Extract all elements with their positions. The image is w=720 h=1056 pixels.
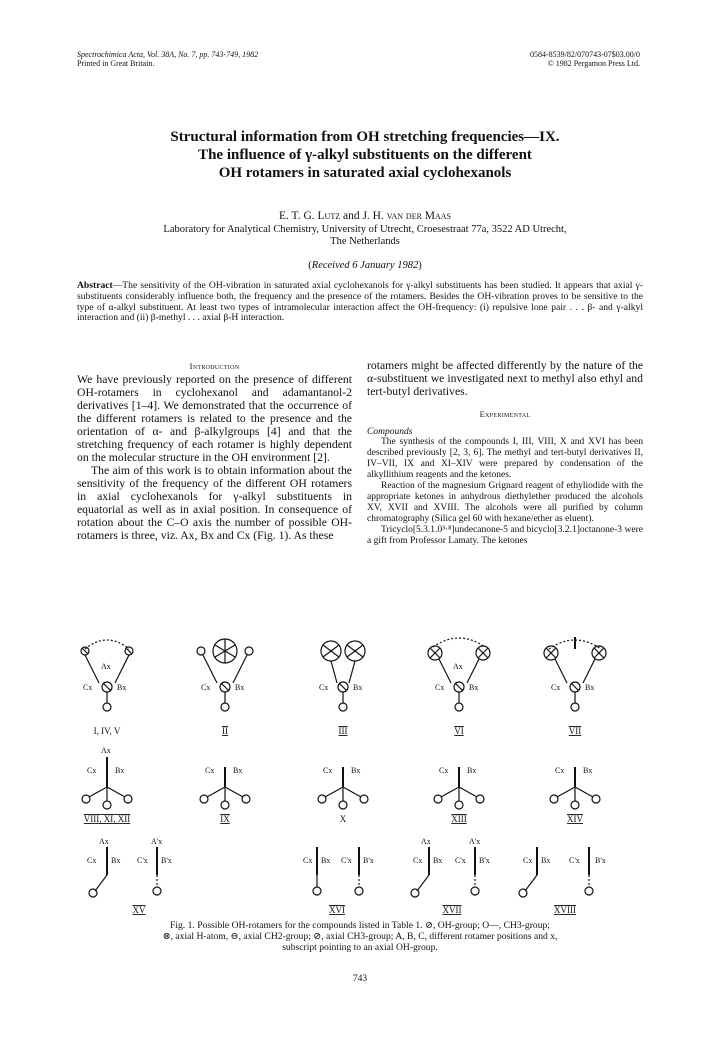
newman-projection-5 — [544, 637, 606, 711]
introduction-heading: Introduction — [189, 361, 240, 371]
received-label: Received — [311, 260, 350, 271]
label-cx-3: Cx — [319, 683, 329, 692]
introduction-paragraph-3: rotamers might be affected differently by the nature of the α-substituent we investigated next to methyl also ethyl and tert-butyl derivatives. — [367, 359, 643, 398]
authors — [100, 210, 630, 222]
row-3-rotamer-labels — [87, 837, 606, 865]
label-cx-xviii: Cx — [523, 856, 533, 865]
row-2-rotamer-labels — [87, 746, 592, 775]
label-ax-prime-xv: A'x — [151, 837, 163, 846]
newman-projection-3 — [321, 641, 365, 711]
author-2-surname: van der Maas — [386, 210, 452, 222]
label-ax-1: Ax — [101, 662, 111, 671]
label-cx-r2-5: Cx — [555, 766, 565, 775]
label-cx-xvi: Cx — [303, 856, 313, 865]
authors-and: and — [342, 210, 360, 222]
row-3-compound-labels — [133, 905, 577, 915]
caption-line-2: ⊗, axial H-atom, ⊖, axial CH2-group; ⊘, axial CH3-group; A, B, C, different rotamer positions and x, — [162, 931, 558, 942]
experimental-paragraph-1: The synthesis of the compounds I, III, VIII, X and XVI has been described previously [2, 3, 6]. The methyl and tert-butyl derivatives II, IV–VII, IX and XI–XIV were prepared by condensation of the alkyllithium reagents and the ketones. — [367, 437, 643, 480]
label-cx-r2-1: Cx — [87, 766, 97, 775]
label-bx-r2-3: Bx — [351, 766, 361, 775]
compound-label-xvi: XVI — [329, 905, 345, 915]
paired-structure-xvii — [411, 847, 479, 897]
label-cx-2: Cx — [201, 683, 211, 692]
compound-label-row2-4: XIII — [451, 814, 467, 824]
label-cx-r2-2: Cx — [205, 766, 215, 775]
affiliation-line-1: Laboratory for Analytical Chemistry, University of Utrecht, Croesestraat 77a, 3522 AD Utrecht, — [163, 224, 567, 235]
received-value: 6 January 1982 — [352, 260, 419, 271]
label-bx-xvii: Bx — [433, 856, 443, 865]
label-cx-1: Cx — [83, 683, 93, 692]
label-ax-xv: Ax — [99, 837, 109, 846]
compound-label-xviii: XVIII — [554, 905, 576, 915]
compound-label-row1-5: VII — [568, 726, 582, 736]
introduction-section — [77, 361, 352, 542]
right-column — [367, 359, 643, 547]
label-bx-r2-4: Bx — [467, 766, 477, 775]
code-line: 0584-8539/82/070743-07$03.00/0 — [530, 50, 640, 59]
newman-projection-1 — [81, 640, 133, 711]
label-cx-r2-3: Cx — [323, 766, 333, 775]
label-cx-4: Cx — [435, 683, 445, 692]
compound-label-row2-2: IX — [220, 814, 230, 824]
label-ax-4: Ax — [453, 662, 463, 671]
copyright-line: © 1982 Pergamon Press Ltd. — [547, 59, 640, 68]
label-bx-4: Bx — [469, 683, 479, 692]
introduction-paragraph-1: We have previously reported on the presence of different OH-rotamers in cyclohexanol and adamantanol-2 derivatives [1–4]. We demonstrated that the occurrence of the different rotamers is related to the presence and the orientation of α- and β-alkylgroups [4] and that the stretching frequency of each rotamer is highly dependent on the molecular structure in the OH environment [2]. — [77, 373, 352, 464]
figure-row-2 — [82, 757, 600, 809]
experimental-heading: Experimental — [479, 409, 531, 419]
skeletal-structure-1 — [82, 757, 132, 809]
row-1-rotamer-labels — [83, 662, 594, 692]
compound-label-row2-5: XIV — [567, 814, 583, 824]
compound-label-row2-1: VIII, XI, XII — [83, 814, 131, 824]
label-cx-prime-xvi: C'x — [341, 856, 352, 865]
paper-title — [100, 128, 630, 182]
title-line-2: The influence of γ-alkyl substituents on the different — [198, 147, 532, 163]
label-bx-xv: Bx — [111, 856, 121, 865]
paired-structure-xviii — [519, 847, 593, 897]
journal-citation — [77, 50, 337, 68]
compound-label-xv: XV — [132, 905, 146, 915]
label-bx-r2-1: Bx — [115, 766, 125, 775]
label-cx-xv: Cx — [87, 856, 97, 865]
label-bx-prime-xvi: B'x — [363, 856, 374, 865]
abstract-text: —The sensitivity of the OH-vibration in saturated axial cyclohexanols for γ-alkyl substituents has been studied. It appears that axial γ-substituents considerably influence both, the frequency and the presence of the rotamers. Besides the OH-vibration proves to be sensitive to the type of α-alkyl substituent. At least two types of intramolecular interaction affect the OH-frequency: (i) repulsive lone pair . . . β- and γ-alkyl interaction and (ii) β-methyl . . . axial β-H interaction. — [77, 280, 643, 324]
introduction-paragraph-2: The aim of this work is to obtain information about the sensitivity of the frequency of the different OH rotamers in axial cyclohexanols for γ-alkyl substituents in equatorial as well as in axial position. In consequence of rotation about the C–O axis the number of possible OH-rotamers is three, viz. Ax, Bx and Cx (Fig. 1). As these — [77, 464, 352, 542]
label-bx-xviii: Bx — [541, 856, 551, 865]
label-bx-xvi: Bx — [321, 856, 331, 865]
compound-label-row1-2: II — [222, 726, 228, 736]
label-bx-r2-2: Bx — [233, 766, 243, 775]
row-1-compound-labels — [94, 726, 582, 736]
label-cx-prime-xviii: C'x — [569, 856, 580, 865]
newman-projection-4 — [428, 638, 490, 711]
label-bx-r2-5: Bx — [583, 766, 593, 775]
author-2-initials: J. H. — [362, 210, 384, 222]
label-ax-r2: Ax — [101, 746, 111, 755]
printed-line: Printed in Great Britain. — [77, 59, 155, 68]
abstract-label: Abstract — [77, 280, 113, 291]
label-cx-prime-xv: C'x — [137, 856, 148, 865]
figure-row-1 — [81, 637, 606, 711]
label-bx-prime-xvii: B'x — [479, 856, 490, 865]
abstract — [77, 281, 643, 324]
compound-label-row1-4: VI — [454, 726, 464, 736]
compound-label-xvii: XVII — [442, 905, 462, 915]
compound-label-row2-3: X — [339, 814, 347, 824]
experimental-paragraph-2: Reaction of the magnesium Grignard reagent of ethyliodide with the appropriate ketones in anhydrous diethylether produced the alcohols XV, XVII and XVIII. The alcohols were all purified by column chromatography (Silica gel 60 with hexane/ether as eluent). — [367, 481, 643, 524]
experimental-paragraph-3: Tricyclo[5.3.1.0³·⁸]undecanone-5 and bicyclo[3.2.1]octanone-3 were a gift from Professor Lamaty. The ketones — [367, 525, 643, 546]
page-number: 743 — [352, 974, 368, 984]
affiliation-line-2: The Netherlands — [330, 236, 400, 247]
label-bx-prime-xv: B'x — [161, 856, 172, 865]
author-1-initials: E. T. G. — [278, 210, 315, 222]
affiliation — [100, 224, 630, 248]
label-cx-prime-xvii: C'x — [455, 856, 466, 865]
newman-projection-2 — [197, 639, 253, 711]
compound-label-row1-1: I, IV, V — [93, 726, 121, 736]
label-bx-1: Bx — [117, 683, 127, 692]
label-cx-5: Cx — [551, 683, 561, 692]
label-ax-prime-xvii: A'x — [469, 837, 481, 846]
label-bx-2: Bx — [235, 683, 245, 692]
figure-caption — [77, 920, 643, 953]
compounds-subheading: Compounds — [367, 427, 413, 437]
label-ax-xvii: Ax — [421, 837, 431, 846]
row-2-compound-labels — [84, 814, 584, 824]
paired-structure-xv — [89, 847, 161, 897]
title-line-1: Structural information from OH stretching frequencies—IX. — [170, 129, 560, 145]
journal-code — [470, 50, 640, 68]
figure-1-rotamers — [77, 637, 643, 917]
label-cx-xvii: Cx — [413, 856, 423, 865]
caption-line-1: Fig. 1. Possible OH-rotamers for the compounds listed in Table 1. ⊘, OH-group; O—, CH3-group; — [170, 920, 550, 931]
label-bx-3: Bx — [353, 683, 363, 692]
figure-row-3 — [89, 847, 593, 897]
label-bx-5: Bx — [585, 683, 595, 692]
label-cx-r2-4: Cx — [439, 766, 449, 775]
paired-structure-xvi — [313, 847, 363, 895]
journal-line: Spectrochimica Acta, Vol. 38A, No. 7, pp. 743-749, 1982 — [77, 50, 259, 59]
label-bx-prime-xviii: B'x — [595, 856, 606, 865]
received-date: (Received 6 January 1982) — [308, 260, 422, 271]
author-1-surname: Lutz — [317, 210, 341, 222]
title-line-3: OH rotamers in saturated axial cyclohexanols — [218, 165, 512, 181]
caption-line-3: subscript pointing to an axial OH-group. — [282, 942, 438, 953]
compound-label-row1-3: III — [338, 726, 348, 736]
